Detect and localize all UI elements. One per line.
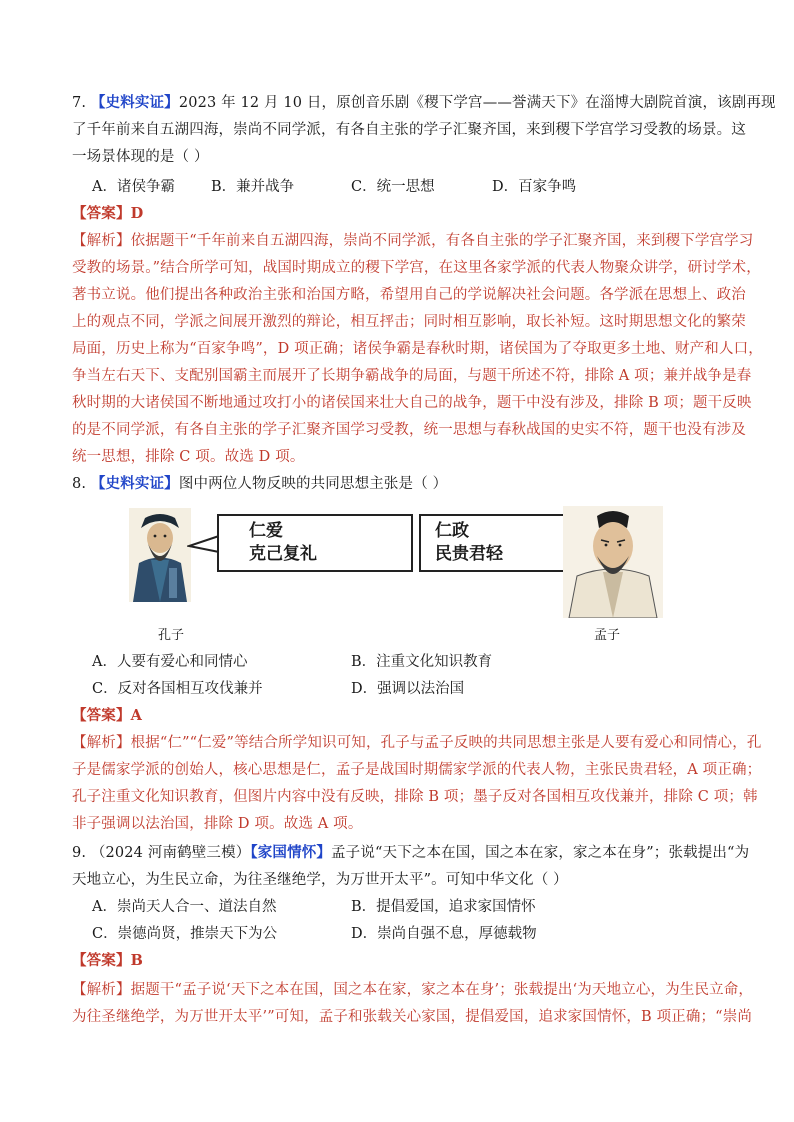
category-tag: 【家国情怀】	[250, 844, 332, 861]
q8-option-a: A．人要有爱心和同情心	[92, 654, 248, 670]
q7-option-c: C．统一思想	[351, 179, 435, 195]
bubble-text: 克己复礼	[249, 544, 317, 564]
q9-stem-line-2: 天地立心，为生民立命，为往圣继绝学，为万世开太平”。可知中华文化（ ）	[72, 872, 568, 888]
q8-analysis-line: 【解析】根据“仁”“仁爱”等结合所学知识可知，孔子与孟子反映的共同思想主张是人要有爱心和同情心，孔	[72, 735, 762, 751]
mencius-portrait	[563, 506, 663, 618]
q8-analysis-line: 孔子注重文化知识教育，但图片内容中没有反映，排除 B 项；墨子反对各国相互攻伐兼并，排除 C 项；韩	[72, 789, 758, 805]
q9-analysis-line: 为往圣继绝学，为万世开太平’”可知，孟子和张载关心家国，提倡爱国，追求家国情怀，B 项正确；“崇尚	[72, 1009, 753, 1025]
q9-option-b: B．提倡爱国，追求家国情怀	[351, 899, 536, 915]
q7-option-a: A．诸侯争霸	[92, 179, 175, 195]
q8-stem-text: 图中两位人物反映的共同思想主张是（ ）	[178, 476, 448, 492]
q8-analysis-line: 非子强调以法治国，排除 D 项。故选 A 项。	[72, 816, 363, 832]
q7-option-d: D．百家争鸣	[492, 179, 577, 195]
q9-stem-line-1	[72, 843, 749, 863]
category-tag: 【史料实证】	[90, 94, 179, 111]
q9-option-a: A．崇尚天人合一、道法自然	[92, 899, 277, 915]
q7-analysis-line: 统一思想，排除 C 项。故选 D 项。	[72, 449, 305, 465]
bubble-text: 仁爱	[249, 521, 283, 541]
question-number: 9.	[72, 845, 87, 861]
q8-figure	[129, 506, 663, 620]
bubble-text: 民贵君轻	[435, 544, 503, 564]
q7-analysis-line: 著书立说。他们提出各种政治主张和治国方略，希望用自己的学说解决社会问题。各学派在思想上、政治	[72, 287, 746, 303]
q7-analysis-line: 争当左右天下、支配别国霸主而展开了长期争霸战争的局面，与题干所述不符，排除 A 项；兼并战争是春	[72, 368, 752, 384]
q9-option-d: D．崇尚自强不息，厚德载物	[351, 926, 537, 942]
caption-confucius: 孔子	[158, 628, 185, 643]
q8-stem	[72, 474, 447, 494]
q7-analysis-line: 上的观点不同，学派之间展开激烈的辩论，相互抨击；同时相互影响，取长补短。这时期思想文化的繁荣	[72, 314, 746, 330]
q7-analysis-line: 的是不同学派，有各自主张的学子汇聚齐国学习受教，统一思想与春秋战国的史实不符，题干也没有涉及	[72, 422, 746, 438]
q8-analysis-line: 子是儒家学派的创始人，核心思想是仁，孟子是战国时期儒家学派的代表人物，主张民贵君轻，A 项正确；	[72, 762, 762, 778]
q7-stem-line-1	[72, 93, 776, 113]
q9-option-c: C．崇德尚贤，推崇天下为公	[92, 926, 278, 942]
category-tag: 【史料实证】	[90, 475, 179, 492]
caption-mencius: 孟子	[594, 628, 621, 643]
q9-answer: 【答案】B	[72, 952, 144, 969]
q8-option-c: C．反对各国相互攻伐兼并	[92, 681, 263, 697]
speech-bubble-mencius	[419, 514, 567, 572]
q7-analysis-line: 局面，历史上称为“百家争鸣”，D 项正确；诸侯争霸是春秋时期，诸侯国为了夺取更多土地、财产和人口，	[72, 341, 763, 357]
speech-bubble-tail-left	[187, 534, 221, 556]
q7-analysis-line: 秋时期的大诸侯国不断地通过攻打小的诸侯国来壮大自己的战争，题干中没有涉及，排除 B 项；题干反映	[72, 395, 752, 411]
q7-answer: 【答案】D	[72, 205, 144, 222]
question-number: 7.	[72, 95, 87, 111]
bubble-text: 仁政	[435, 521, 469, 541]
q8-option-d: D．强调以法治国	[351, 681, 465, 697]
confucius-portrait	[129, 508, 191, 602]
q7-stem-line-3: 一场景体现的是（ ）	[72, 149, 209, 165]
q7-analysis-line: 受教的场景。”结合所学可知，战国时期成立的稷下学宫，在这里各家学派的代表人物聚众讲学，研讨学术，	[72, 260, 761, 276]
speech-bubble-confucius	[217, 514, 413, 572]
q9-stem-text: 孟子说“天下之本在国，国之本在家，家之本在身”；张载提出“为	[331, 845, 750, 861]
q7-stem-line-2: 了千年前来自五湖四海，崇尚不同学派，有各自主张的学子汇聚齐国，来到稷下学宫学习受教的场景。这	[72, 122, 746, 138]
question-source: （2024 河南鹤壁三模）	[90, 845, 251, 861]
q7-analysis-line: 【解析】依据题干“千年前来自五湖四海，崇尚不同学派，有各自主张的学子汇聚齐国，来到稷下学宫学习	[72, 233, 754, 249]
q7-option-b: B．兼并战争	[211, 179, 295, 195]
q8-answer: 【答案】A	[72, 707, 142, 724]
question-number: 8.	[72, 476, 87, 492]
q9-analysis-line: 【解析】据题干“孟子说‘天下之本在国，国之本在家，家之本在身’；张载提出‘为天地立心，为生民立命，	[72, 982, 754, 998]
q8-option-b: B．注重文化知识教育	[351, 654, 493, 670]
q7-stem-text: 2023 年 12 月 10 日，原创音乐剧《稷下学宫——誉满天下》在淄博大剧院首演，该剧再现	[178, 95, 776, 111]
